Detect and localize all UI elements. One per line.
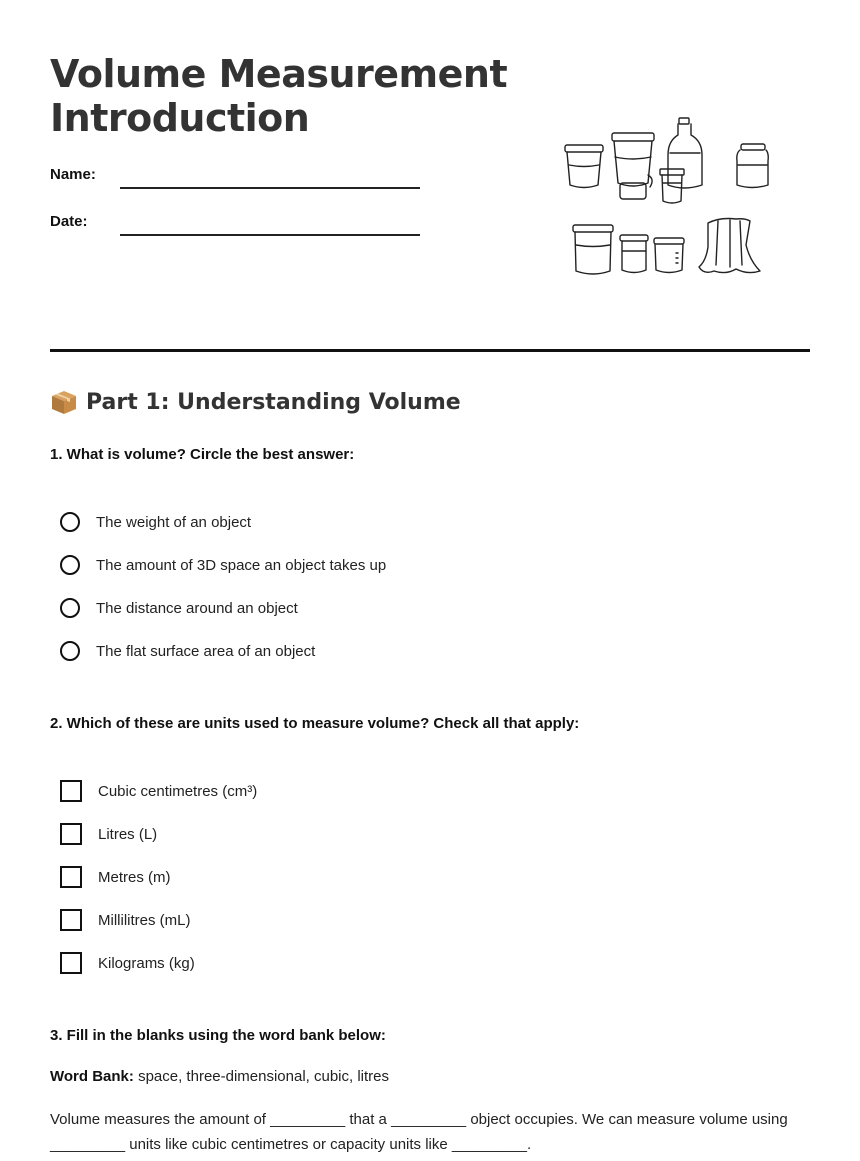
q2-option-label: Millilitres (mL) [98, 911, 191, 929]
title-line-1: Volume Measurement [50, 52, 508, 96]
q2-option-label: Cubic centimetres (cm³) [98, 782, 258, 800]
question-1: 1. What is volume? Circle the best answer: [50, 446, 355, 463]
checkbox[interactable] [60, 909, 82, 931]
radio-circle[interactable] [60, 555, 80, 575]
part1-heading [50, 388, 461, 416]
radio-circle[interactable] [60, 641, 80, 661]
q2-option-1[interactable] [60, 780, 257, 802]
q1-option-label: The weight of an object [96, 513, 252, 531]
radio-circle[interactable] [60, 512, 80, 532]
date-line[interactable] [120, 234, 420, 236]
checkbox[interactable] [60, 866, 82, 888]
fill-in-paragraph: Volume measures the amount of _________ that a _________ object occupies. We can measure volume using _________ units like cubic centimetres or capacity units like _________. [50, 1111, 788, 1153]
title-line-2: Introduction [50, 96, 310, 140]
worksheet-title [50, 52, 507, 140]
q1-option-4[interactable] [60, 641, 315, 661]
q2-option-4[interactable] [60, 909, 191, 931]
q1-option-2[interactable] [60, 555, 386, 575]
checkbox[interactable] [60, 952, 82, 974]
q1-option-label: The flat surface area of an object [96, 642, 316, 660]
q2-option-label: Metres (m) [98, 868, 171, 886]
checkbox[interactable] [60, 780, 82, 802]
q2-option-label: Kilograms (kg) [98, 954, 195, 972]
q2-option-5[interactable] [60, 952, 195, 974]
part1-title: Part 1: Understanding Volume [86, 389, 461, 415]
q1-option-label: The distance around an object [96, 599, 298, 617]
question-3: 3. Fill in the blanks using the word bank below: [50, 1027, 386, 1044]
question-2: 2. Which of these are units used to measure volume? Check all that apply: [50, 715, 580, 732]
header-divider [50, 349, 810, 352]
q2-option-3[interactable] [60, 866, 171, 888]
radio-circle[interactable] [60, 598, 80, 618]
q1-option-1[interactable] [60, 512, 251, 532]
package-icon [50, 388, 78, 416]
q2-option-2[interactable] [60, 823, 157, 845]
word-bank [50, 1068, 389, 1085]
word-bank-words: space, three-dimensional, cubic, litres [133, 1068, 390, 1085]
containers-illustration-icon [560, 115, 775, 280]
q1-option-label: The amount of 3D space an object takes up [96, 556, 387, 574]
date-label: Date: [50, 213, 88, 230]
checkbox[interactable] [60, 823, 82, 845]
word-bank-label: Word Bank: [50, 1068, 134, 1085]
name-label: Name: [50, 166, 96, 183]
name-line[interactable] [120, 187, 420, 189]
q2-option-label: Litres (L) [98, 825, 158, 843]
q1-option-3[interactable] [60, 598, 298, 618]
